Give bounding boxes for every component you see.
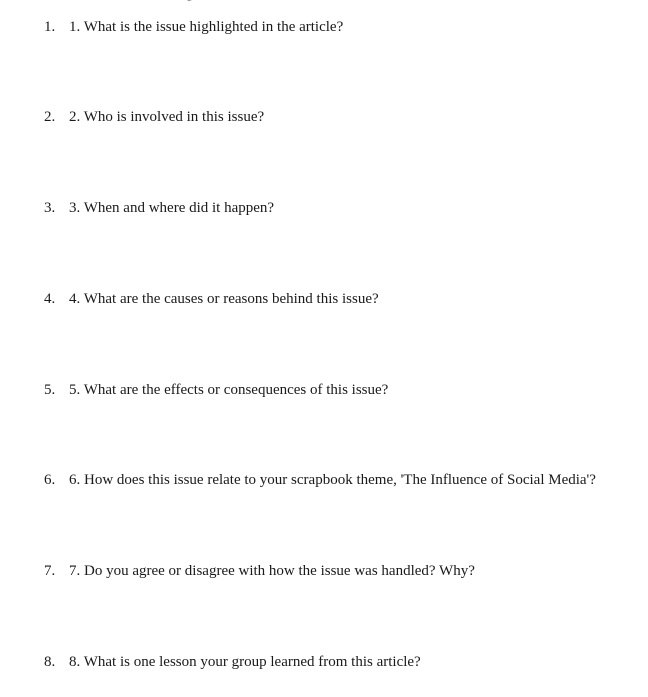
question-text: 6. How does this issue relate to your scrapbook theme, 'The Influence of Social Media'? — [69, 472, 596, 488]
list-number: 4. — [44, 291, 56, 307]
list-number: 5. — [44, 382, 56, 398]
question-item — [44, 197, 274, 219]
question-item — [44, 651, 421, 673]
question-text: 2. Who is involved in this issue? — [69, 109, 265, 125]
question-item — [44, 106, 264, 128]
list-number: 3. — [44, 200, 56, 216]
question-item — [44, 560, 475, 582]
cropped-text-fragment — [186, 0, 200, 1]
question-item — [44, 288, 379, 310]
question-text: 7. Do you agree or disagree with how the issue was handled? Why? — [69, 563, 475, 579]
question-text: 5. What are the effects or consequences of this issue? — [69, 382, 389, 398]
list-number: 2. — [44, 109, 56, 125]
question-text: 3. When and where did it happen? — [69, 200, 275, 216]
question-item — [44, 469, 596, 491]
question-text: 1. What is the issue highlighted in the article? — [69, 19, 344, 35]
question-item — [44, 16, 343, 38]
list-number: 6. — [44, 472, 56, 488]
question-item — [44, 379, 388, 401]
question-text: 8. What is one lesson your group learned from this article? — [69, 654, 421, 670]
list-number: 7. — [44, 563, 56, 579]
list-number: 1. — [44, 19, 56, 35]
list-number: 8. — [44, 654, 56, 670]
question-text: 4. What are the causes or reasons behind this issue? — [69, 291, 379, 307]
